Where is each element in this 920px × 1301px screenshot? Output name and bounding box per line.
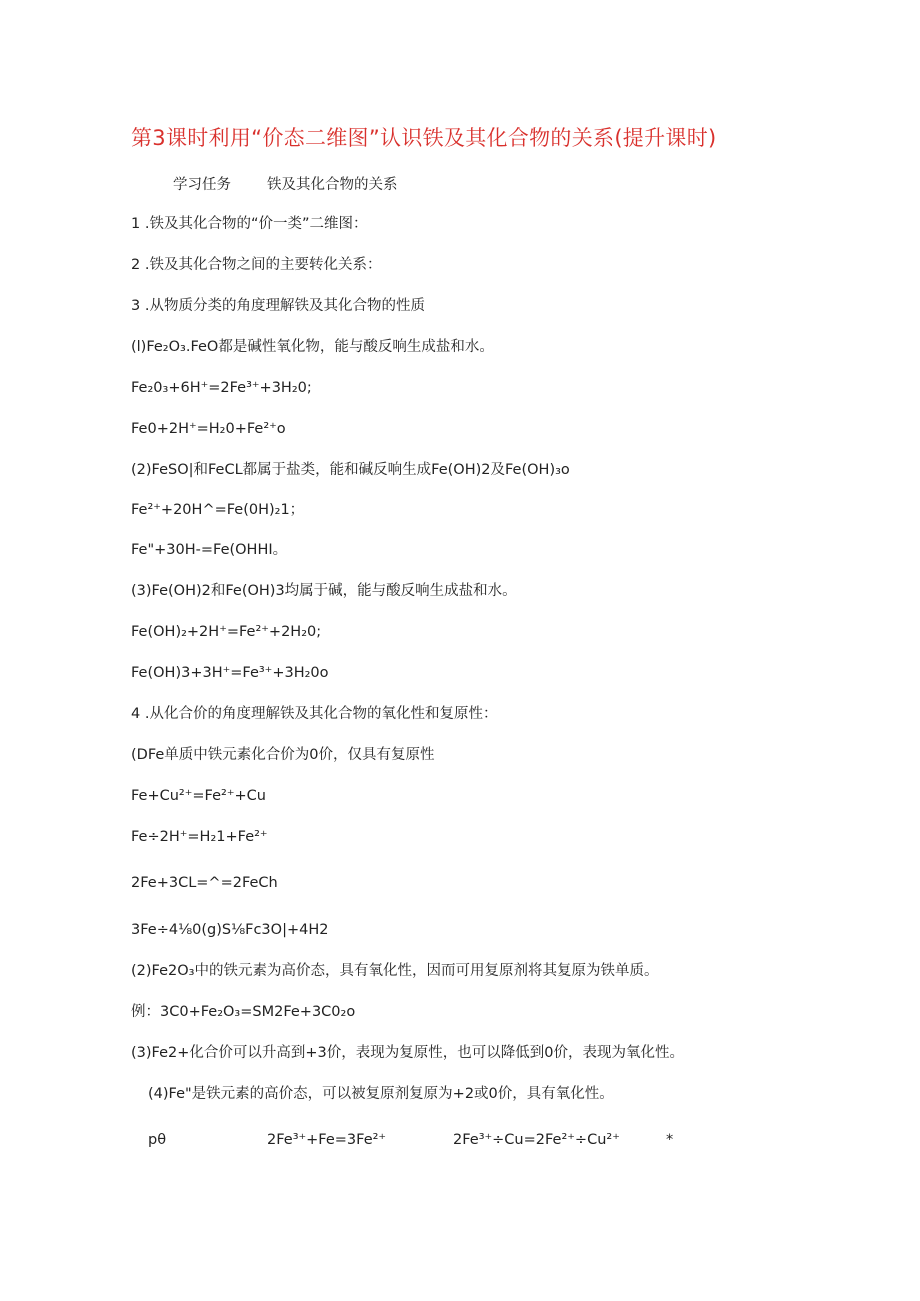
equation-line: Fe²⁺+20H^=Fe(0H)₂1； (131, 502, 305, 518)
equation-line: Fe"+30H-=Fe(OHHI。 (131, 542, 288, 558)
equation-line: Fe÷2H⁺=H₂1+Fe²⁺ (131, 829, 268, 845)
equation-line: Fe₂0₃+6H⁺=2Fe³⁺+3H₂0; (131, 380, 312, 396)
page-title: 第3课时利用“价态二维图”认识铁及其化合物的关系(提升课时) (131, 126, 717, 150)
text-line: 1 .铁及其化合物的“价一类”二维图： (131, 216, 368, 232)
text-line: (l)Fe₂O₃.FeO都是碱性氧化物，能与酸反响生成盐和水。 (131, 339, 494, 355)
equation-line: Fe(OH)3+3H⁺=Fe³⁺+3H₂0o (131, 665, 329, 681)
text-line: (4)Fe"是铁元素的高价态，可以被复原剂复原为+2或0价，具有氧化性。 (148, 1086, 614, 1102)
text-line: (3)Fe2+化合价可以升高到+3价，表现为复原性，也可以降低到0价，表现为氧化性。 (131, 1045, 684, 1061)
equation-line: Fe(OH)₂+2H⁺=Fe²⁺+2H₂0; (131, 624, 322, 640)
text-line: (3)Fe(OH)2和Fe(OH)3均属于碱，能与酸反响生成盐和水。 (131, 583, 517, 599)
equation-line: Fe+Cu²⁺=Fe²⁺+Cu (131, 788, 266, 804)
task-name: 铁及其化合物的关系 (267, 177, 398, 193)
text-line: 3 .从物质分类的角度理解铁及其化合物的性质 (131, 298, 425, 314)
equation-line: Fe0+2H⁺=H₂0+Fe²⁺o (131, 421, 286, 437)
text-line: 4 .从化合价的角度理解铁及其化合物的氧化性和复原性： (131, 706, 498, 722)
example-line: 例：3C0+Fe₂O₃=SM2Fe+3C0₂o (131, 1004, 356, 1020)
equation-fe3-fe: 2Fe³⁺+Fe=3Fe²⁺ (267, 1132, 387, 1148)
task-label: 学习任务 (173, 177, 231, 193)
text-line: 2 .铁及其化合物之间的主要转化关系： (131, 257, 382, 273)
equation-fe3-cu: 2Fe³⁺÷Cu=2Fe²⁺÷Cu²⁺ (453, 1132, 620, 1148)
text-line: (2)FeSO|和FeCL都属于盐类，能和碱反响生成Fe(OH)2及Fe(OH)₃o (131, 462, 570, 478)
equation-line: 2Fe+3CL=^=2FeCh (131, 875, 278, 891)
example-prefix: pθ (148, 1132, 167, 1148)
asterisk-mark: * (666, 1132, 674, 1148)
equation-line: 3Fe÷4⅛0(g)S⅛Fc3O|+4H2 (131, 922, 329, 938)
text-line: (DFe单质中铁元素化合价为0价，仅具有复原性 (131, 747, 435, 763)
text-line: (2)Fe2O₃中的铁元素为高价态，具有氧化性，因而可用复原剂将其复原为铁单质。 (131, 963, 659, 979)
